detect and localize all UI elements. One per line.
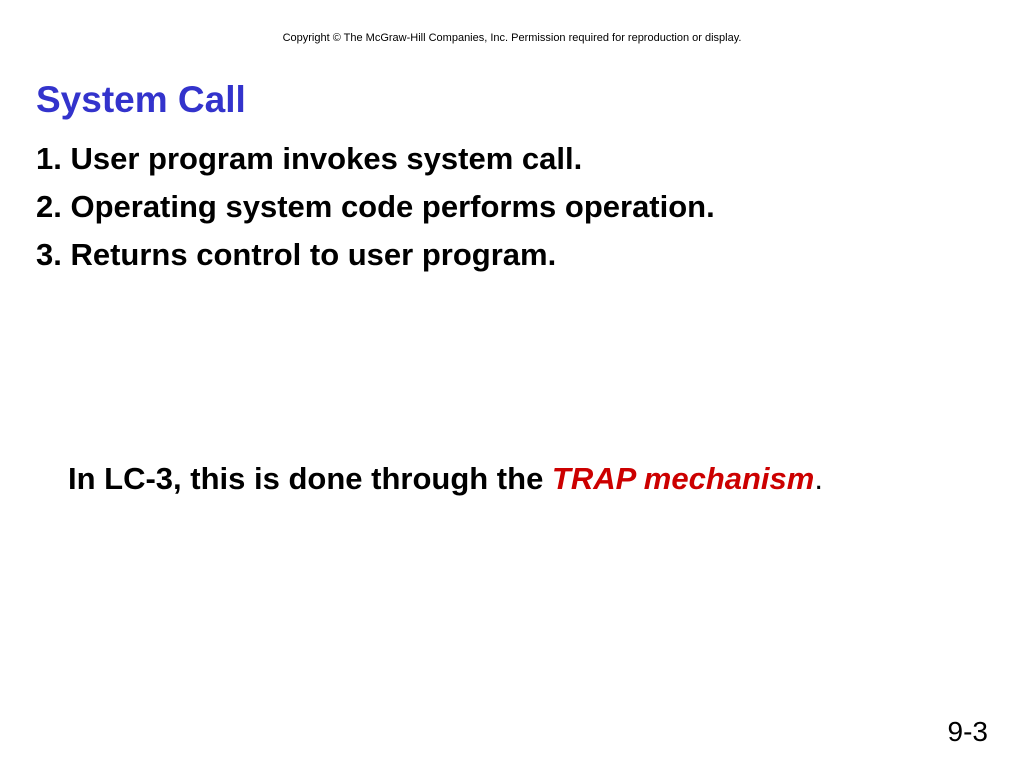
trap-note: [68, 459, 823, 499]
steps-list: [36, 135, 715, 279]
trap-note-suffix: .: [814, 461, 823, 496]
step-item-2: 2. Operating system code performs operation.: [36, 189, 715, 224]
page-number: 9-3: [947, 716, 988, 747]
step-item-1: 1. User program invokes system call.: [36, 141, 583, 176]
trap-mechanism-emphasis: TRAP mechanism: [551, 461, 815, 496]
trap-note-prefix: In LC-3, this is done through the: [68, 461, 552, 496]
step-item-3: 3. Returns control to user program.: [36, 237, 557, 272]
copyright-notice: Copyright © The McGraw-Hill Companies, Inc. Permission required for reproduction or display.: [282, 32, 742, 44]
slide-title: System Call: [36, 79, 246, 120]
